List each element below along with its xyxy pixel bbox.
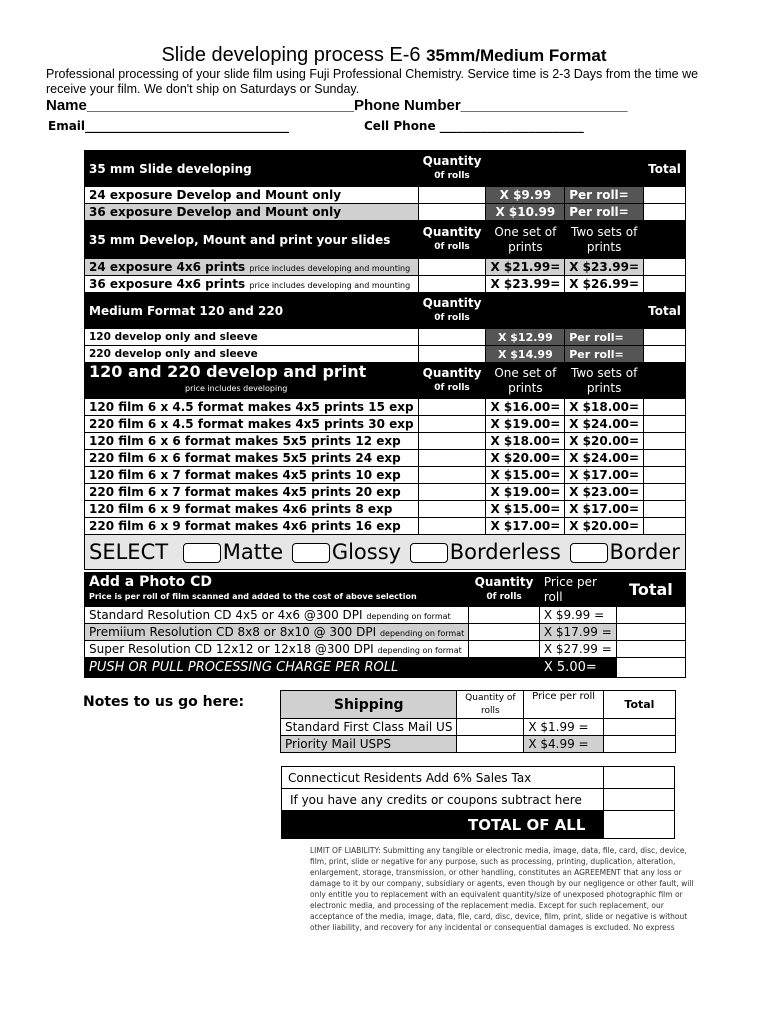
price-two-sets: X $24.00= [565,450,644,467]
quantity-header: Quantity 0f rolls [418,293,486,329]
total-input[interactable] [644,501,686,518]
push-pull-price: X 5.00= [539,658,616,678]
cd-row-label: Super Resolution CD 12x12 or 12x18 @300 DPI depending on format [85,641,469,658]
price-one-set: X $18.00= [486,433,565,450]
sales-tax-label: Connecticut Residents Add 6% Sales Tax [282,767,604,789]
title-main: Slide developing process E-6 [161,44,421,66]
per-roll-cell: Per roll= [565,187,644,204]
border-label: Border [609,540,680,564]
shipping-title: Shipping [281,691,457,719]
row-label: 24 exposure 4x6 prints price includes developing and mounting [85,259,419,276]
price-one-set: X $15.00= [486,467,565,484]
quantity-input[interactable] [418,329,486,346]
quantity-input[interactable] [418,346,486,363]
total-of-all-input[interactable] [603,811,674,839]
price-two-sets: X $26.99= [565,276,644,293]
cell-phone-field[interactable]: Cell Phone ________________________ [364,119,584,133]
one-set-header: One set of prints [486,363,565,399]
phone-field[interactable]: Phone Number____________________ [354,97,628,114]
quantity-header: Quantity 0f rolls [418,363,486,399]
total-input[interactable] [616,624,685,641]
total-input[interactable] [616,607,685,624]
price-one-set: X $17.00= [486,518,565,535]
cd-row-label: Premiium Resolution CD 8x8 or 8x10 @ 300 DPI depending on format [85,624,469,641]
quantity-header: Quantity 0f rolls [418,151,486,187]
photo-cd-title: Add a Photo CD Price is per roll of film scanned and added to the cost of above selection [85,573,469,607]
price-cell: X $9.99 = [539,607,616,624]
quantity-input[interactable] [418,518,486,535]
section-35mm-print-title: 35 mm Develop, Mount and print your slides [85,221,419,259]
row-label: 120 develop only and sleeve [85,329,419,346]
total-input[interactable] [644,450,686,467]
total-input[interactable] [644,259,686,276]
row-label: 36 exposure Develop and Mount only [85,204,419,221]
row-label: 120 film 6 x 4.5 format makes 4x5 prints 15 exp [85,399,419,416]
price-one-set: X $23.99= [486,276,565,293]
page-title [0,44,768,67]
price-one-set: X $19.00= [486,484,565,501]
total-input[interactable] [616,641,685,658]
finish-select-row [85,535,686,570]
quantity-input[interactable] [418,399,486,416]
total-input[interactable] [616,658,685,678]
one-set-header: One set of prints [486,221,565,259]
total-of-all-label: TOTAL OF ALL [282,811,604,839]
price-two-sets: X $23.00= [565,484,644,501]
price-cell: X $14.99 [486,346,565,363]
matte-checkbox[interactable] [183,543,221,563]
quantity-input[interactable] [418,276,486,293]
row-label: 220 develop only and sleeve [85,346,419,363]
quantity-input[interactable] [418,259,486,276]
price-two-sets: X $20.00= [565,518,644,535]
borderless-label: Borderless [449,540,561,564]
total-input[interactable] [603,719,675,736]
row-label: 120 film 6 x 6 format makes 5x5 prints 12 exp [85,433,419,450]
total-header: Total [616,573,685,607]
price-two-sets: X $20.00= [565,433,644,450]
total-input[interactable] [644,433,686,450]
price-one-set: X $19.00= [486,416,565,433]
price-per-roll-header: Price per roll [524,691,604,719]
limit-of-liability-text: LIMIT OF LIABILITY: Submitting any tangible or electronic media, image, data, file, card, disc, device, film, print, slide or negative for any purpose, such as processing, printing, duplication, alteration, enlargement, storage, transmission, or other handling, constitutes an AGREEMENT that any loss or damage to it by our company, subsidiary or agents, even though by our negligence or other fault, will only entitle you to replacement with an equivalent quantity/size of unexposed photographic film or electronic media, and processing of the replacement media. Except for such replacement, our acceptance of the media, image, data, file, card, disc, device, film, print, slide or negative is without other liability, and recovery for any incidental or consequential damages is excluded. No express [310,846,694,932]
shipping-option: Standard First Class Mail US [281,719,457,736]
photo-cd-table [84,572,686,678]
total-input[interactable] [603,736,675,753]
row-label: 220 film 6 x 4.5 format makes 4x5 prints 30 exp [85,416,419,433]
price-two-sets: X $18.00= [565,399,644,416]
total-input[interactable] [644,276,686,293]
row-label: 220 film 6 x 9 format makes 4x6 prints 16 exp [85,518,419,535]
price-one-set: X $15.00= [486,501,565,518]
quantity-input[interactable] [418,501,486,518]
credits-input[interactable] [603,789,674,811]
shipping-option: Priority Mail USPS [281,736,457,753]
notes-label: Notes to us go here: [83,694,245,710]
quantity-input[interactable] [418,450,486,467]
quantity-input[interactable] [418,433,486,450]
price-one-set: X $21.99= [486,259,565,276]
total-input[interactable] [644,467,686,484]
order-table [84,150,686,570]
total-header: Total [644,293,686,329]
glossy-checkbox[interactable] [292,543,330,563]
name-field[interactable]: Name________________________________ [46,97,354,114]
price-one-set: X $20.00= [486,450,565,467]
two-sets-header: Two sets of prints [565,363,644,399]
quantity-input[interactable] [418,187,486,204]
price-cell: X $12.99 [486,329,565,346]
border-checkbox[interactable] [570,543,608,563]
shipping-table [280,690,676,753]
push-pull-label: PUSH OR PULL PROCESSING CHARGE PER ROLL [85,658,540,678]
quantity-input[interactable] [457,719,524,736]
select-label: SELECT [89,540,169,564]
total-header: Total [603,691,675,719]
section-medium-format-title: Medium Format 120 and 220 [85,293,419,329]
total-input[interactable] [644,416,686,433]
quantity-header: Quantity 0f rolls [469,573,540,607]
quantity-header: Quantity 0f rolls [418,221,486,259]
total-input[interactable] [644,518,686,535]
quantity-input[interactable] [457,736,524,753]
per-roll-cell: Per roll= [565,329,644,346]
borderless-checkbox[interactable] [410,543,448,563]
row-label: 36 exposure 4x6 prints price includes developing and mounting [85,276,419,293]
two-sets-header: Two sets of prints [565,221,644,259]
price-cell: X $4.99 = [524,736,604,753]
glossy-label: Glossy [331,540,402,564]
email-field[interactable]: Email__________________________________ [48,119,290,133]
total-header: Total [644,151,686,187]
total-input[interactable] [644,329,686,346]
price-two-sets: X $17.00= [565,467,644,484]
price-two-sets: X $23.99= [565,259,644,276]
row-label: 220 film 6 x 7 format makes 4x5 prints 20 exp [85,484,419,501]
price-cell: X $10.99 [486,204,565,221]
quantity-input[interactable] [469,641,540,658]
summary-table [281,766,675,839]
quantity-input[interactable] [469,624,540,641]
quantity-input[interactable] [418,204,486,221]
quantity-input[interactable] [418,467,486,484]
price-cell: X $17.99 = [539,624,616,641]
row-label: 120 film 6 x 7 format makes 4x5 prints 10 exp [85,467,419,484]
price-cell: X $1.99 = [524,719,604,736]
section-35mm-title: 35 mm Slide developing [85,151,419,187]
quantity-input[interactable] [418,416,486,433]
cd-row-label: Standard Resolution CD 4x5 or 4x6 @300 DPI depending on format [85,607,469,624]
title-bold: 35mm/Medium Format [426,46,607,65]
row-label: 120 film 6 x 9 format makes 4x6 prints 8 exp [85,501,419,518]
sales-tax-input[interactable] [603,767,674,789]
per-roll-cell: Per roll= [565,346,644,363]
quantity-header: Quantity of rolls [457,691,524,719]
price-one-set: X $16.00= [486,399,565,416]
price-two-sets: X $17.00= [565,501,644,518]
total-input[interactable] [644,484,686,501]
section-mf-print-title: 120 and 220 develop and print price includes developing [85,363,419,399]
matte-label: Matte [222,540,284,564]
price-cell: X $9.99 [486,187,565,204]
credits-label: If you have any credits or coupons subtract here [282,789,604,811]
intro-text: Professional processing of your slide film using Fuji Professional Chemistry. Service time is 2-3 Days from the time we receive your film. We don't ship on Saturdays or Sunday. [46,67,699,96]
row-label: 220 film 6 x 6 format makes 5x5 prints 24 exp [85,450,419,467]
price-two-sets: X $24.00= [565,416,644,433]
price-per-roll-header: Price per roll [539,573,616,607]
row-label: 24 exposure Develop and Mount only [85,187,419,204]
total-input[interactable] [644,399,686,416]
total-input[interactable] [644,204,686,221]
price-cell: X $27.99 = [539,641,616,658]
total-input[interactable] [644,346,686,363]
total-input[interactable] [644,187,686,204]
per-roll-cell: Per roll= [565,204,644,221]
quantity-input[interactable] [418,484,486,501]
quantity-input[interactable] [469,607,540,624]
